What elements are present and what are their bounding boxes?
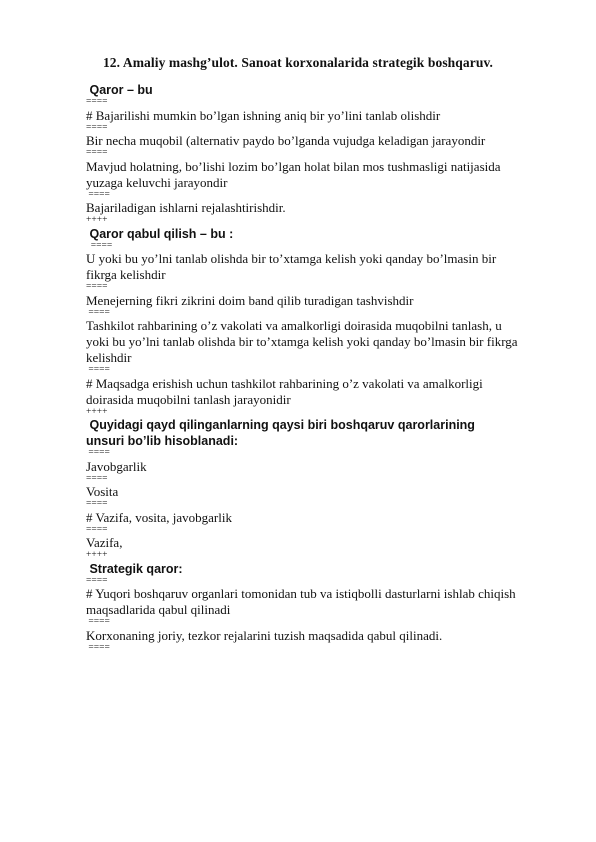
separator-line: ==== (86, 97, 108, 107)
separator-line: ==== (86, 499, 108, 509)
text-line: Vazifa, (86, 535, 123, 550)
text-line: kelishdir (86, 350, 132, 365)
text-line: doirasida muqobilni tanlash jarayonidir (86, 391, 291, 407)
text-line: # Maqsadga erishish uchun tashkilot rahbarining o’z vakolati va amalkorligi (86, 375, 483, 391)
question-heading: unsuri bo’lib hisoblanadi: (86, 434, 239, 448)
separator-line: ==== (86, 282, 108, 292)
text-line: # Yuqori boshqaruv organlari tomonidan tub va istiqbolli dasturlarni ishlab chiqish (86, 586, 516, 601)
text-line: Vosita (86, 484, 119, 499)
separator-line: ==== (86, 448, 110, 458)
page-title: 12. Amaliy mashg’ulot. Sanoat korxonalarida strategik boshqaruv. (102, 55, 494, 70)
separator-line: ++++ (86, 550, 108, 560)
text-line: Tashkilot rahbarining o’z vakolati va amalkorligi doirasida muqobilni tanlash, u (86, 318, 502, 333)
separator-line: ==== (86, 122, 108, 133)
separator-line: ++++ (86, 406, 108, 417)
separator-line: ==== (86, 473, 108, 484)
question-heading: Strategik qaror: (86, 561, 183, 576)
text-line: maqsadlarida qabul qilinadi (86, 602, 231, 617)
separator-line: ==== (86, 365, 110, 375)
separator-line: ==== (86, 189, 110, 200)
separator-line: ==== (86, 575, 108, 586)
text-line: yuzaga keluvchi jarayondir (86, 174, 228, 190)
separator-line: ==== (86, 642, 110, 653)
question-heading: Quyidagi qayd qilinganlarning qaysi biri boshqaruv qarorlarining (86, 418, 475, 432)
question-heading: Qaror qabul qilish – bu : (86, 226, 234, 241)
question-heading: Qaror – bu (86, 83, 153, 97)
text-line: Korxonaning joriy, tezkor rejalarini tuzish maqsadida qabul qilinadi. (86, 627, 443, 643)
text-line: Javobgarlik (86, 458, 147, 474)
text-line: Mavjud holatning, bo’lishi lozim bo’lgan holat bilan mos tushmasligi natijasida (86, 158, 501, 174)
separator-line: ==== (86, 240, 113, 251)
text-line: fikrga kelishdir (86, 267, 166, 282)
text-line: # Vazifa, vosita, javobgarlik (86, 509, 232, 525)
text-line: U yoki bu yo’lni tanlab olishda bir to’xtamga kelish yoki qanday bo’lmasin bir (86, 251, 497, 266)
separator-line: ==== (86, 307, 110, 318)
text-line: yoki bu yo’lni tanlab olishda bir to’xtamga kelish yoki qanday bo’lmasin bir fikrga (86, 334, 518, 349)
document-body (86, 82, 566, 653)
separator-line: ==== (86, 524, 108, 535)
separator-line: ==== (86, 617, 110, 627)
text-line: Bir necha muqobil (alternativ paydo bo’lganda vujudga keladigan jarayondir (86, 133, 486, 148)
separator-line: ==== (86, 148, 108, 158)
text-line: Bajariladigan ishlarni rejalashtirishdir. (86, 200, 286, 215)
text-line: Menejerning fikri zikrini doim band qilib turadigan tashvishdir (86, 292, 414, 308)
text-line: # Bajarilishi mumkin bo’lgan ishning aniq bir yo’lini tanlab olishdir (86, 107, 441, 123)
separator-line: ++++ (86, 215, 108, 225)
